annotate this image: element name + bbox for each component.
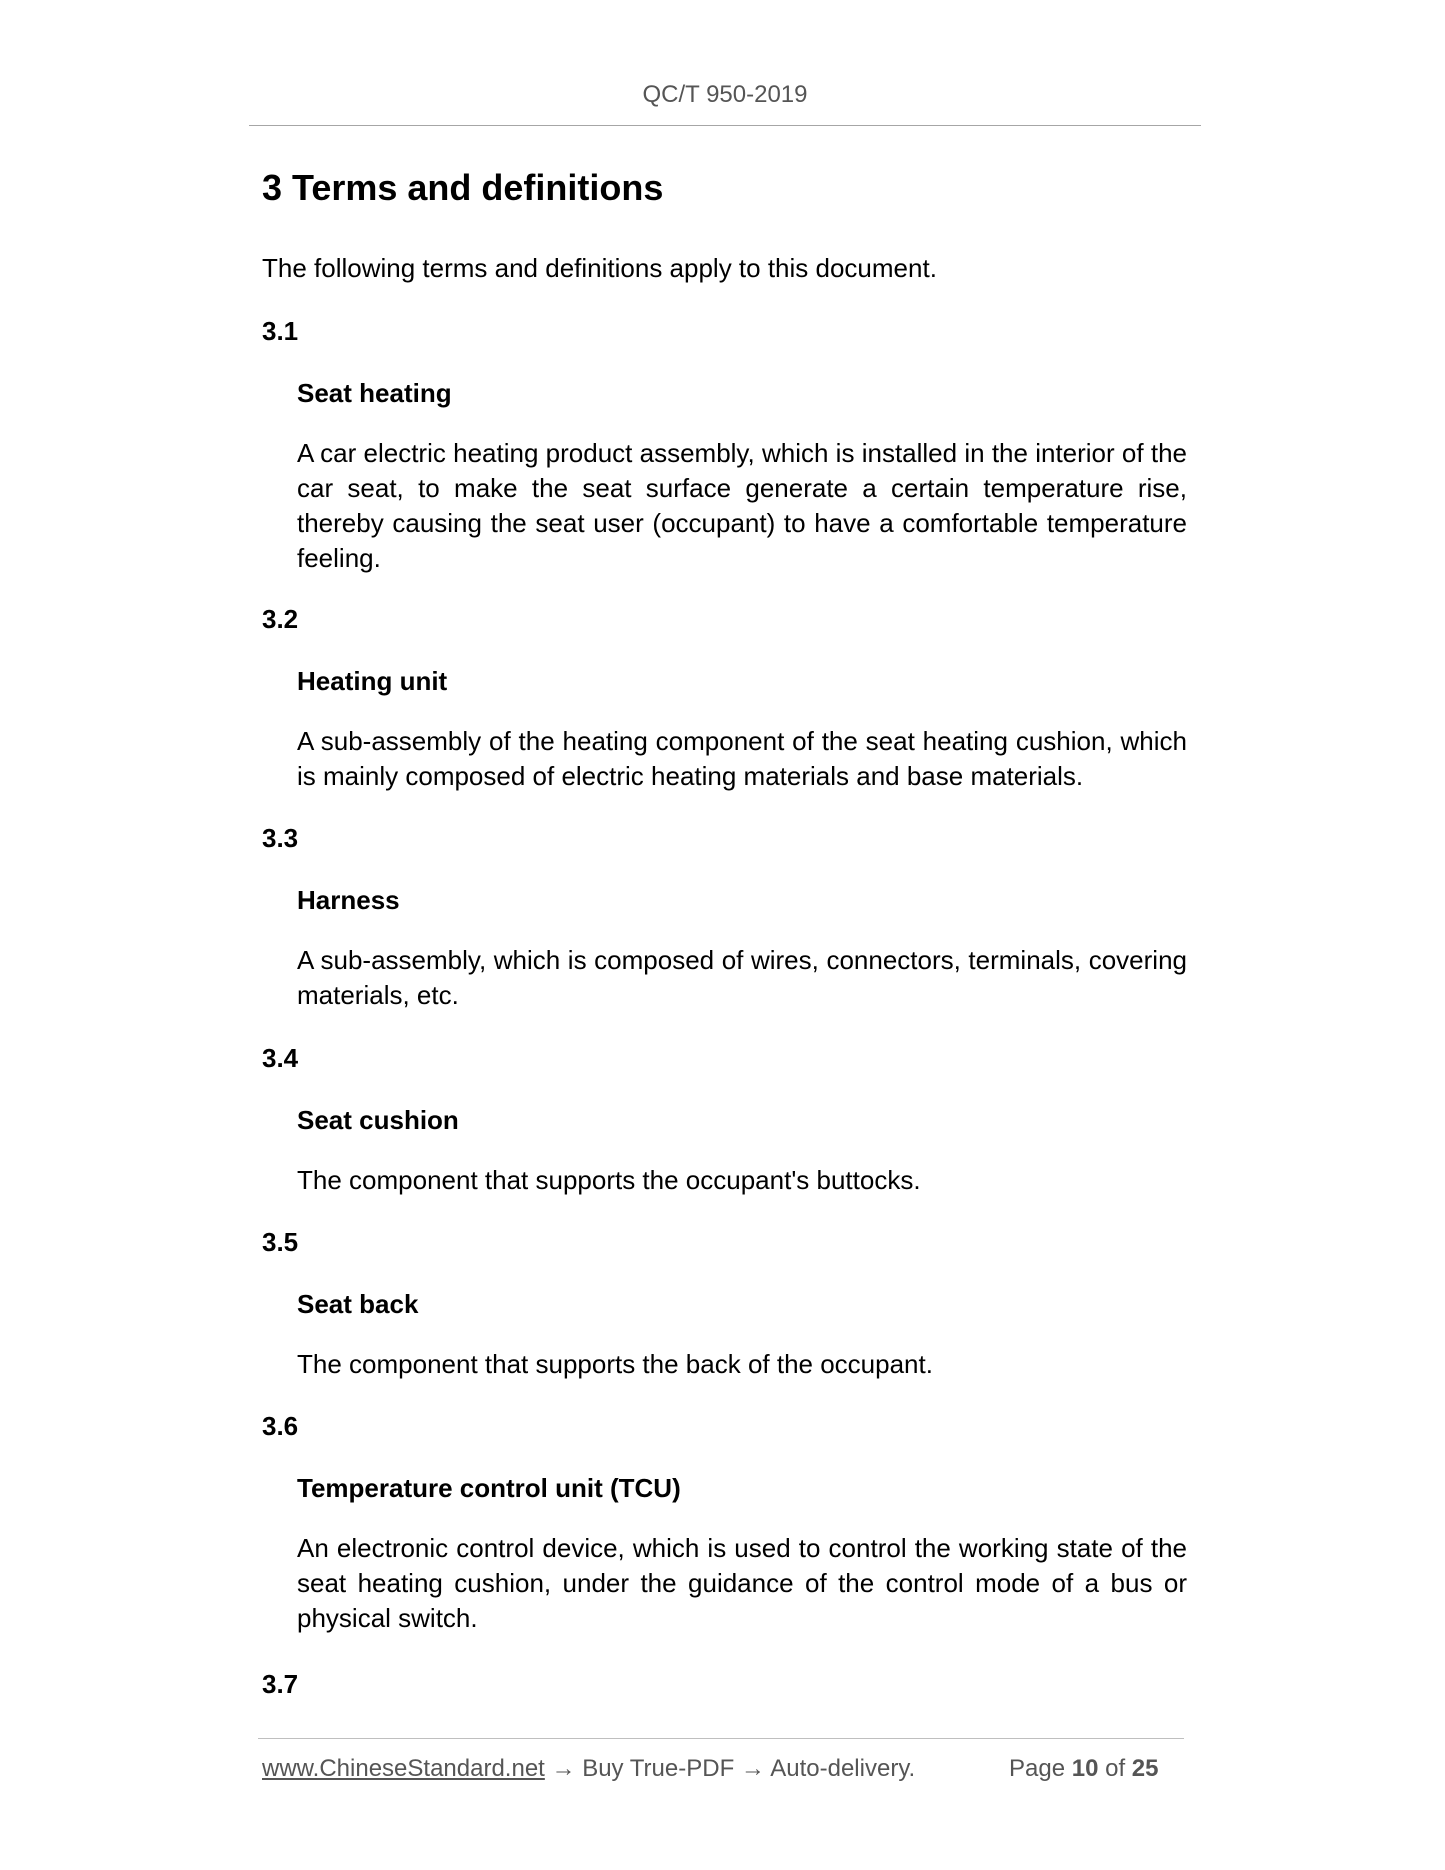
header-divider — [249, 125, 1201, 126]
footer-divider — [258, 1738, 1184, 1739]
term-number: 3.1 — [262, 316, 299, 346]
chinesestandard-link[interactable]: www.ChineseStandard.net — [262, 1755, 545, 1782]
term-title: Seat cushion — [297, 1105, 459, 1135]
term-number: 3.3 — [262, 823, 299, 853]
term-title: Seat heating — [297, 378, 452, 408]
term-title: Seat back — [297, 1289, 419, 1319]
term-number: 3.2 — [262, 604, 299, 634]
auto-delivery-text: Auto-delivery. — [770, 1755, 916, 1782]
of-label: of — [1105, 1755, 1126, 1782]
term-definition: An electronic control device, which is used to control the working state of the seat heating cushion, under the guidance of the control mode of a bus or physical switch. — [297, 1533, 1187, 1633]
term-title: Temperature control unit (TCU) — [297, 1473, 681, 1503]
total-page-count: 25 — [1131, 1755, 1159, 1782]
term-definition: A sub-assembly, which is composed of wires, connectors, terminals, covering materials, etc. — [297, 945, 1187, 1010]
section-heading: 3 Terms and definitions — [262, 167, 664, 208]
term-definition: A car electric heating product assembly, which is installed in the interior of the car seat, to make the seat surface generate a certain temperature rise, thereby causing the seat user (occupant) to have a comfortable temperature feeling. — [297, 438, 1187, 573]
term-definition: A sub-assembly of the heating component of the seat heating cushion, which is mainly composed of electric heating materials and base materials. — [297, 726, 1187, 791]
term-number: 3.6 — [262, 1411, 299, 1441]
footer-promo — [262, 1755, 915, 1783]
term-number: 3.4 — [262, 1043, 299, 1073]
page-indicator — [1009, 1755, 1159, 1783]
term-number: 3.5 — [262, 1227, 299, 1257]
term-title: Heating unit — [297, 666, 448, 696]
term-definition: The component that supports the occupant's buttocks. — [297, 1165, 921, 1195]
current-page-number: 10 — [1071, 1755, 1099, 1782]
document-id-header: QC/T 950-2019 — [642, 81, 808, 108]
term-title: Harness — [297, 885, 400, 915]
arrow-right-icon: → — [551, 1755, 576, 1782]
page-label: Page — [1009, 1755, 1066, 1782]
arrow-right-icon: → — [740, 1755, 765, 1782]
buy-true-pdf-text: Buy True-PDF — [582, 1755, 735, 1782]
term-definition: The component that supports the back of the occupant. — [297, 1349, 933, 1379]
term-number: 3.7 — [262, 1669, 299, 1699]
section-intro: The following terms and definitions apply to this document. — [262, 253, 937, 283]
